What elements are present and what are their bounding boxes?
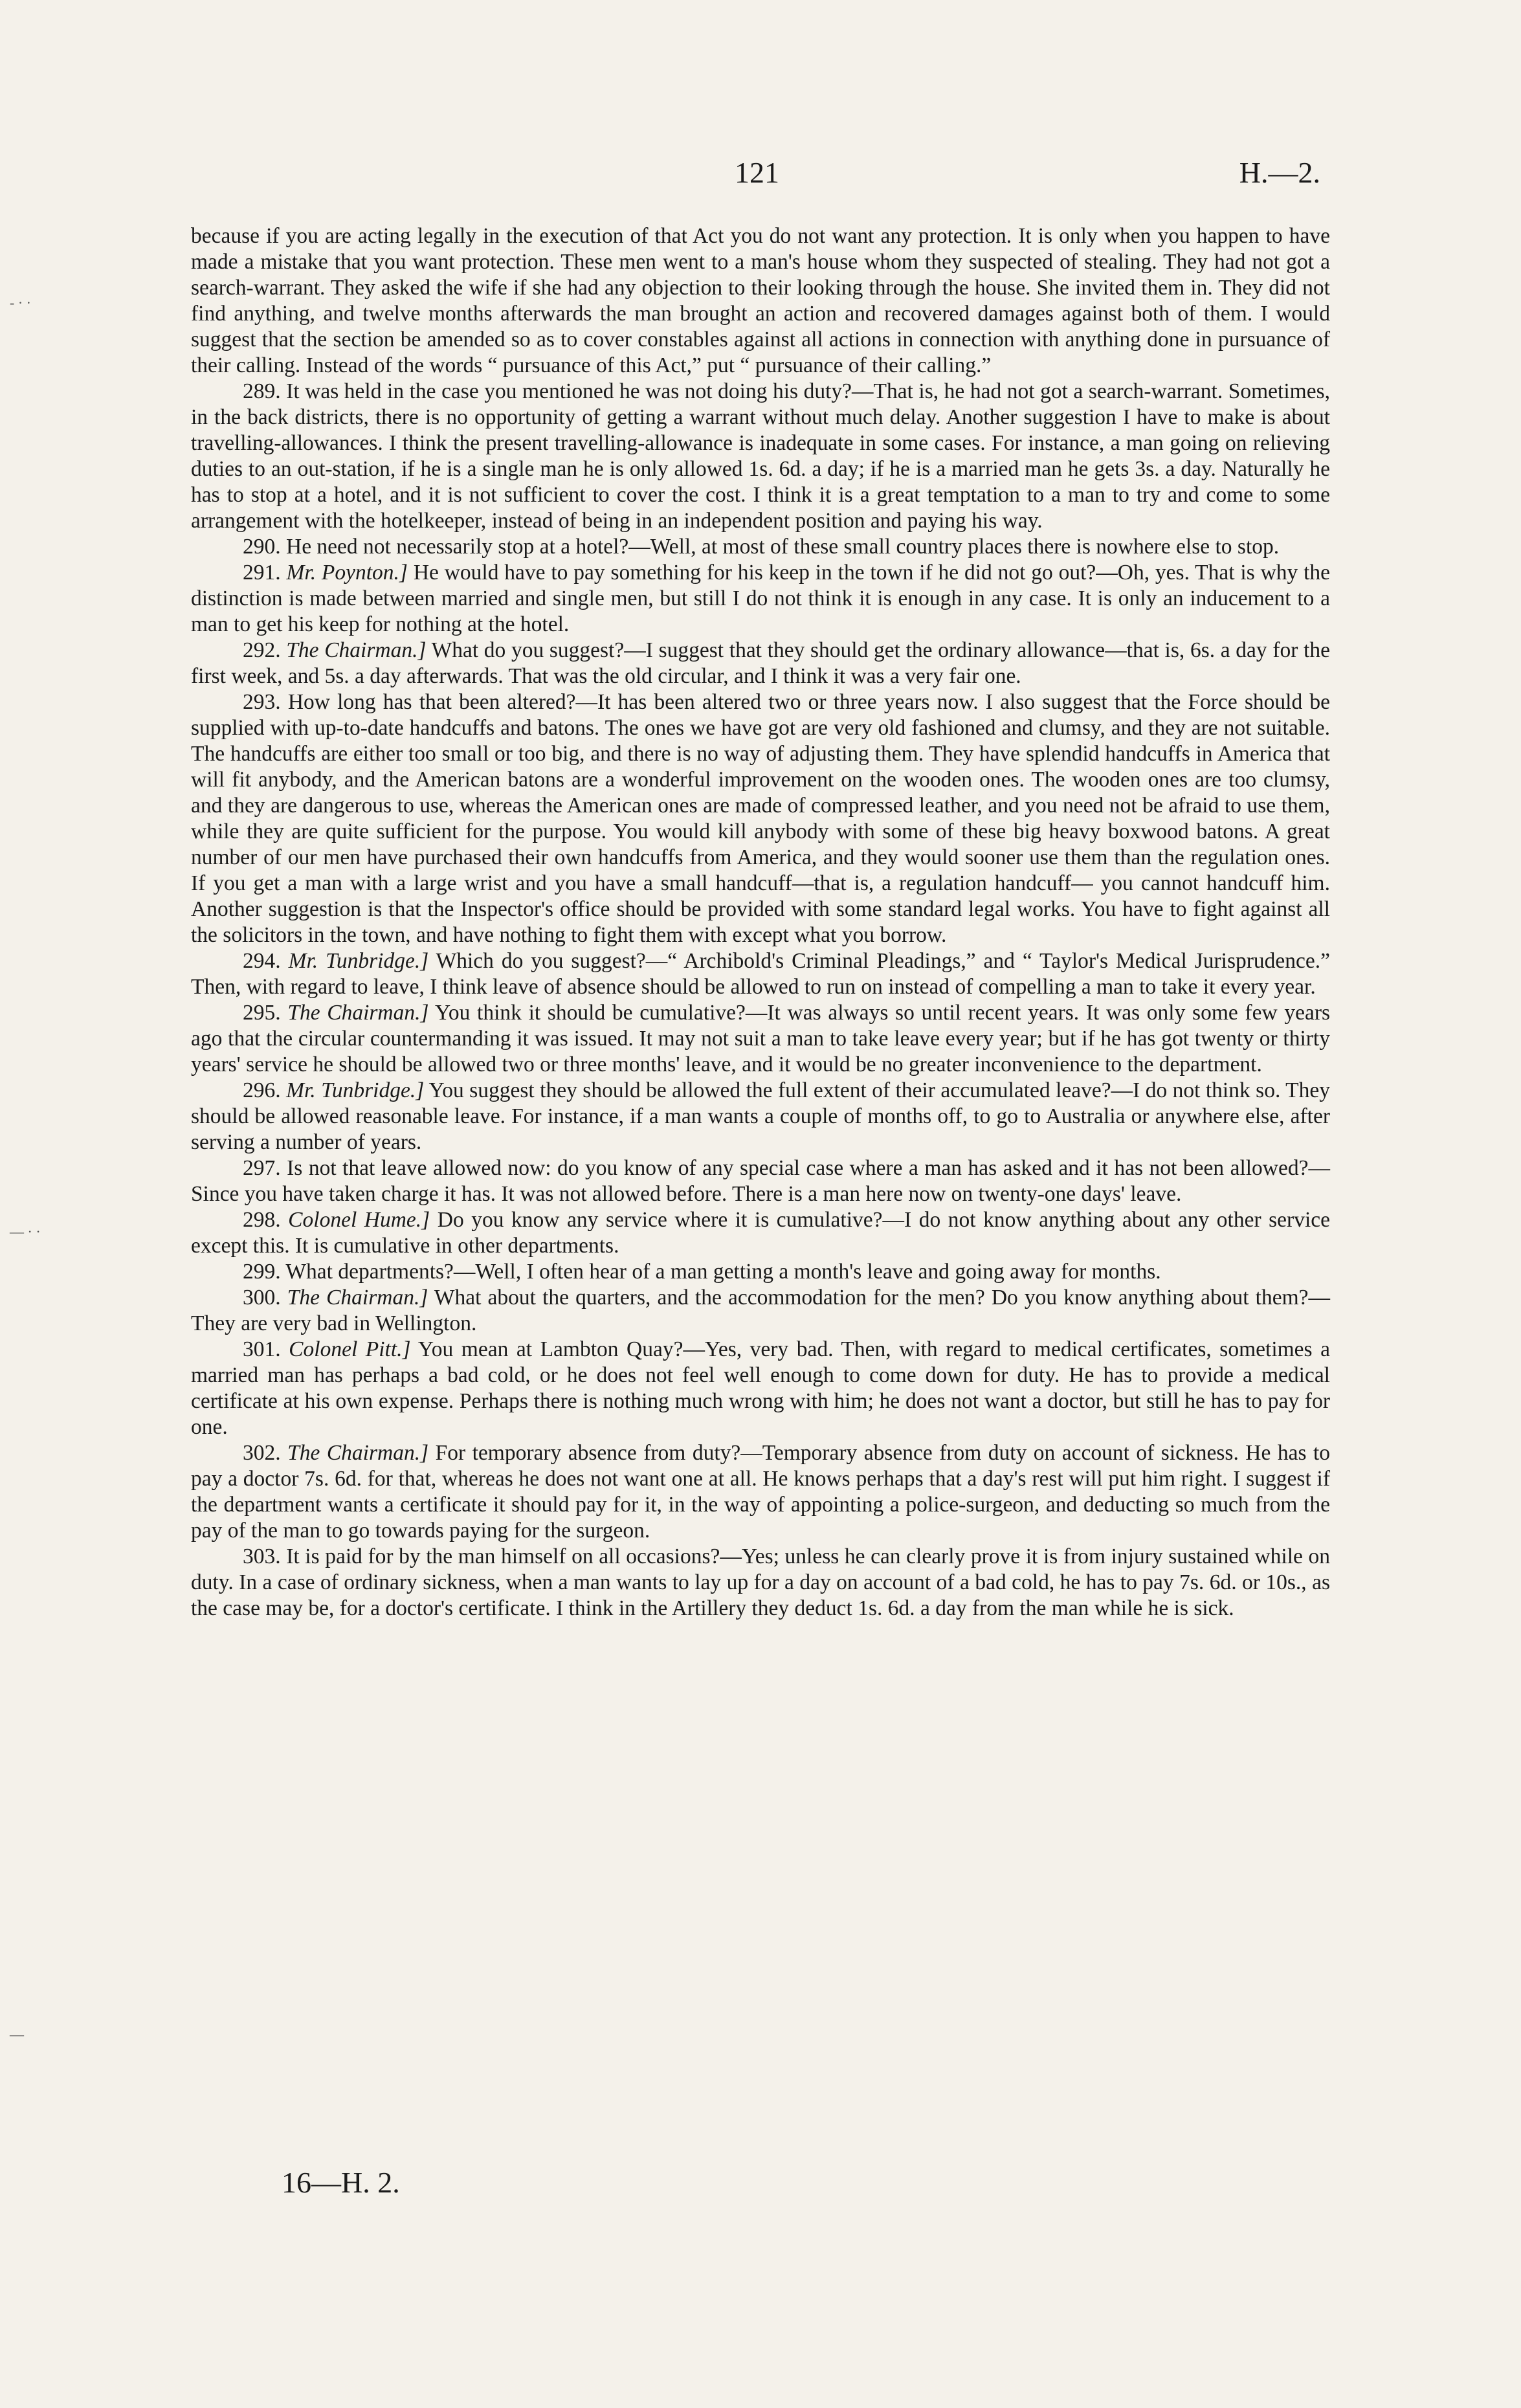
question-number: 300. [243,1286,281,1310]
paragraph-text: How long has that been altered?—It has been altered two or three years now. I also suggest that the Force should be supplied with up-to-date handcuffs and batons. The ones we have got are very old fashioned and clumsy, and they are not suitable. The handcuffs are either too small or too big, and there is no way of adjusting them. They have splendid handcuffs in America that will fit anybody, and the American batons are a wonderful improvement on the wooden ones. The wooden ones are too clumsy, and they are dangerous to use, whereas the American ones are made of compressed leather, and you need not be afraid to use them, while they are quite sufficient for the purpose. You would kill anybody with some of these big heavy boxwood batons. A great number of our men have purchased their own handcuffs from America, and they would sooner use them than the regulation ones. If you get a man with a large wrist and you have a small handcuff—that is, a regulation handcuff— you cannot handcuff him. Another suggestion is that the Inspector's office should be provided with some standard legal works. You have to fight against all the solicitors in the town, and have nothing to fight them with except what you borrow. [191,690,1331,947]
paragraph-text: because if you are acting legally in the execution of that Act you do not want any protection. It is only when you happen to have made a mistake that you want protection. These men went to a man's house whom they suspected of stealing. They had not got a search-warrant. They asked the wife if she had any objection to their looking through the house. She invited them in. They did not find anything, and twelve months afterwards the man brought an action and recovered damages against both of them. I would suggest that the section be amended so as to cover constables against all actions in connection with anything done in pursuance of their calling. Instead of the words “ pursuance of this Act,” put “ pursuance of their calling.” [191,224,1330,377]
paragraph-292 [191,638,1330,689]
question-number: 290. [243,535,281,559]
question-number: 302. [243,1441,281,1465]
question-number: 301. [243,1337,281,1361]
paragraph-text: What departments?—Well, I often hear of a man getting a month's leave and going away for months. [285,1260,1161,1284]
margin-mark: — · · [10,1223,41,1240]
question-number: 295. [243,1001,281,1025]
paragraph-text: What do you suggest?—I suggest that they should get the ordinary allowance—that is, 6s. a day for the first week, and 5s. a day afterwards. That was the old circular, and I think it was a very fair one. [191,638,1331,688]
page-number: 121 [735,156,779,189]
signature-mark: 16—H. 2. [282,2166,400,2199]
speaker-name: The Chairman.] [287,1286,428,1310]
paragraph-text: Do you know any service where it is cumulative?—I do not know anything about any other service except this. It is cumulative in other departments. [191,1208,1330,1258]
margin-mark: — [10,2026,24,2042]
paragraph-296 [191,1078,1330,1155]
paragraph-295 [191,1000,1330,1078]
paragraph-297 [191,1155,1330,1207]
paragraph-302 [191,1440,1330,1544]
page-header [0,155,1521,214]
speaker-name: The Chairman.] [287,1001,429,1025]
question-number: 293. [243,690,281,714]
question-number: 297. [243,1156,281,1180]
paragraph-298 [191,1207,1330,1259]
question-number: 291. [243,561,281,585]
paragraph-290 [191,534,1330,560]
paragraph-300 [191,1285,1330,1337]
paragraph-continuation [191,223,1330,379]
question-number: 294. [243,949,281,973]
paragraph-text: What about the quarters, and the accommodation for the men? Do you know anything about them?—They are very bad in Wellington. [191,1286,1330,1335]
paragraph-294 [191,948,1330,1000]
paragraph-text: Which do you suggest?—“ Archibold's Criminal Pleadings,” and “ Taylor's Medical Jurisprudence.” Then, with regard to leave, I think leave of absence should be allowed to run on instead of compelling a man to take it every year. [191,949,1330,999]
paragraph-text: You think it should be cumulative?—It was always so until recent years. It was only some few years ago that the circular countermanding it was issued. It may not suit a man to take leave every year; but if he has got twenty or thirty years' service he should be allowed two or three months' leave, and it would be no greater inconvenience to the department. [191,1001,1331,1076]
speaker-name: Mr. Tunbridge.] [288,949,429,973]
paragraph-text: You suggest they should be allowed the full extent of their accumulated leave?—I do not think so. They should be allowed reasonable leave. For instance, if a man wants a couple of months off, to go to Australia or anywhere else, after serving a number of years. [191,1078,1331,1154]
document-code: H.—2. [1239,156,1320,189]
question-number: 299. [243,1260,281,1284]
question-number: 296. [243,1078,281,1102]
paragraph-text: Is not that leave allowed now: do you know of any special case where a man has asked and it has not been allowed?—Since you have taken charge it has. It was not allowed before. There is a man here now on twenty-one days' leave. [191,1156,1330,1206]
paragraph-text: You mean at Lambton Quay?—Yes, very bad. Then, with regard to medical certificates, sometimes a married man has perhaps a bad cold, or he does not feel well enough to come down for duty. He has to provide a medical certificate at his own expense. Perhaps there is nothing much wrong with him; he does not want a doctor, but still he has to pay for one. [191,1337,1330,1439]
speaker-name: Colonel Hume.] [288,1208,430,1232]
paragraph-text: He would have to pay something for his keep in the town if he did not go out?—Oh, yes. That is why the distinction is made between married and single men, but still I do not think it is enough in any case. It is only an inducement to a man to get his keep for nothing at the hotel. [191,561,1331,636]
speaker-name: Mr. Tunbridge.] [286,1078,425,1102]
paragraph-301 [191,1337,1330,1440]
paragraph-text: He need not necessarily stop at a hotel?—Well, at most of these small country places there is nowhere else to stop. [286,535,1280,559]
question-number: 292. [243,638,281,662]
speaker-name: Colonel Pitt.] [289,1337,411,1361]
body-text [191,223,1330,1622]
question-number: 303. [243,1544,281,1568]
paragraph-text: It is paid for by the man himself on all occasions?—Yes; unless he can clearly prove it is from injury sustained while on duty. In a case of ordinary sickness, when a man wants to lay up for a day on account of a bad cold, he has to pay 7s. 6d. or 10s., as the case may be, for a doctor's certificate. I think in the Artillery they deduct 1s. 6d. a day from the man while he is sick. [191,1544,1330,1620]
paragraph-text: For temporary absence from duty?—Temporary absence from duty on account of sickness. He has to pay a doctor 7s. 6d. for that, whereas he does not want one at all. He knows perhaps that a day's rest will put him right. I suggest if the department wants a certificate it should pay for it, in the way of appointing a police-surgeon, and deducting so much from the pay of the man to go towards paying for the surgeon. [191,1441,1331,1543]
margin-mark: - · · [10,295,31,311]
paragraph-299 [191,1259,1330,1285]
question-number: 289. [243,379,281,403]
paragraph-293 [191,689,1330,948]
paragraph-291 [191,560,1330,638]
paragraph-text: It was held in the case you mentioned he was not doing his duty?—That is, he had not got a search-warrant. Sometimes, in the back districts, there is no opportunity of getting a warrant without much delay. Another suggestion I have to make is about travelling-allowances. I think the present travelling-allowance is inadequate in some cases. For instance, a man going on relieving duties to an out-station, if he is a single man he is only allowed 1s. 6d. a day; if he is a married man he gets 3s. a day. Naturally he has to stop at a hotel, and it is not sufficient to cover the cost. I think it is a great temptation to a man to try and come to some arrangement with the hotelkeeper, instead of being in an independent position and paying his way. [191,379,1330,533]
speaker-name: The Chairman.] [287,1441,429,1465]
paragraph-303 [191,1544,1330,1622]
speaker-name: Mr. Poynton.] [286,561,408,585]
question-number: 298. [243,1208,281,1232]
speaker-name: The Chairman.] [286,638,427,662]
paragraph-289 [191,379,1330,534]
